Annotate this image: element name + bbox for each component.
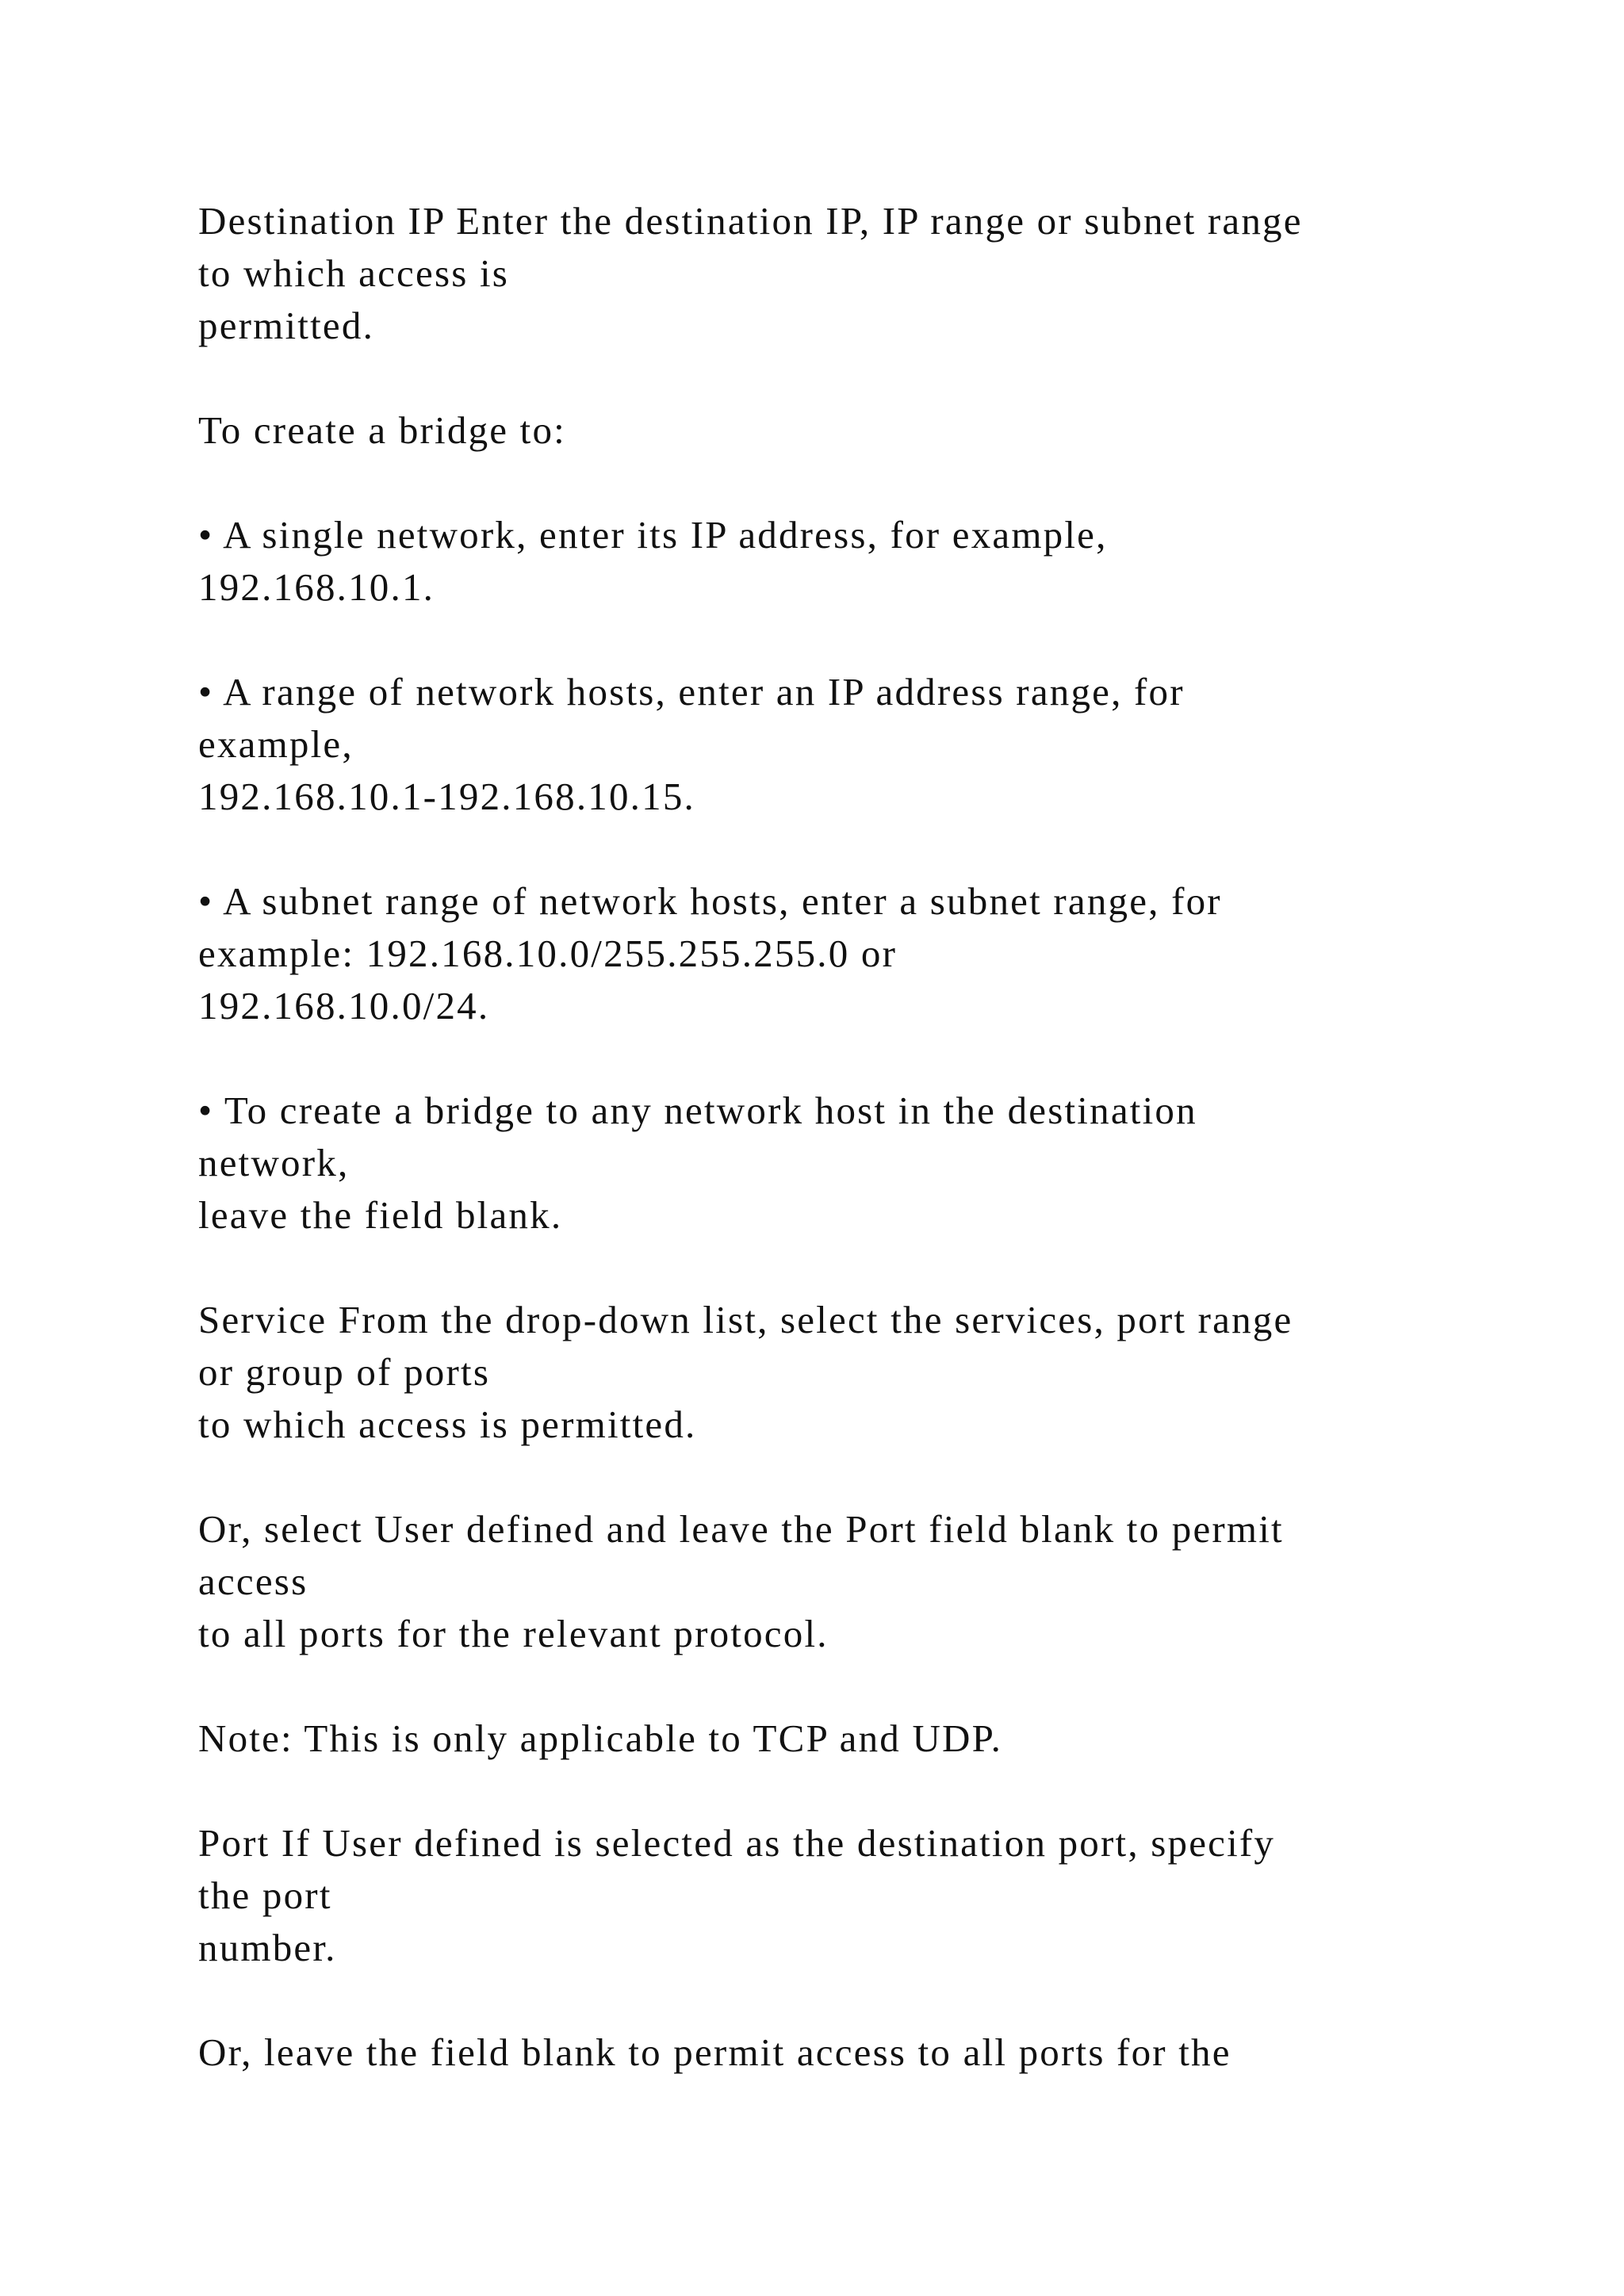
paragraph-service <box>198 1294 1507 1451</box>
text-line: leave the field blank. <box>198 1193 563 1237</box>
bullet-range-hosts <box>198 666 1507 823</box>
text-line: to which access is <box>198 251 510 295</box>
text-line: To create a bridge to: <box>198 408 566 452</box>
text-line: Note: This is only applicable to TCP and UDP. <box>198 1716 1003 1760</box>
text-line: • A subnet range of network hosts, enter a subnet range, for <box>198 879 1222 923</box>
text-line: example, <box>198 722 354 766</box>
text-line: network, <box>198 1141 350 1184</box>
text-line: permitted. <box>198 304 375 347</box>
bullet-single-network <box>198 509 1507 614</box>
text-line: to all ports for the relevant protocol. <box>198 1612 829 1655</box>
text-line: access <box>198 1559 308 1603</box>
text-line: or group of ports <box>198 1350 491 1394</box>
text-line: Or, select User defined and leave the Port field blank to permit <box>198 1507 1284 1551</box>
paragraph-destination-ip <box>198 195 1507 352</box>
paragraph-create-bridge <box>198 404 1507 457</box>
bullet-any-host <box>198 1085 1507 1242</box>
text-line: • A single network, enter its IP address, for example, <box>198 513 1108 557</box>
text-line: the port <box>198 1873 332 1917</box>
text-line: number. <box>198 1926 337 1969</box>
text-line: to which access is permitted. <box>198 1402 697 1446</box>
paragraph-port <box>198 1817 1507 1974</box>
text-line: Or, leave the field blank to permit access to all ports for the <box>198 2030 1231 2074</box>
paragraph-user-defined <box>198 1503 1507 1660</box>
text-line: • To create a bridge to any network host in the destination <box>198 1089 1197 1132</box>
bullet-subnet-range <box>198 875 1507 1032</box>
text-line: example: 192.168.10.0/255.255.255.0 or <box>198 932 898 975</box>
text-line: Destination IP Enter the destination IP, IP range or subnet range <box>198 199 1303 243</box>
text-line: Port If User defined is selected as the destination port, specify <box>198 1821 1276 1865</box>
text-line: 192.168.10.1-192.168.10.15. <box>198 775 695 818</box>
text-line: 192.168.10.0/24. <box>198 984 490 1027</box>
text-line: • A range of network hosts, enter an IP address range, for <box>198 670 1185 714</box>
paragraph-leave-blank <box>198 2026 1507 2079</box>
text-line: Service From the drop-down list, select the services, port range <box>198 1298 1293 1341</box>
document-body <box>198 195 1507 2131</box>
paragraph-note <box>198 1712 1507 1765</box>
text-line: 192.168.10.1. <box>198 565 435 609</box>
